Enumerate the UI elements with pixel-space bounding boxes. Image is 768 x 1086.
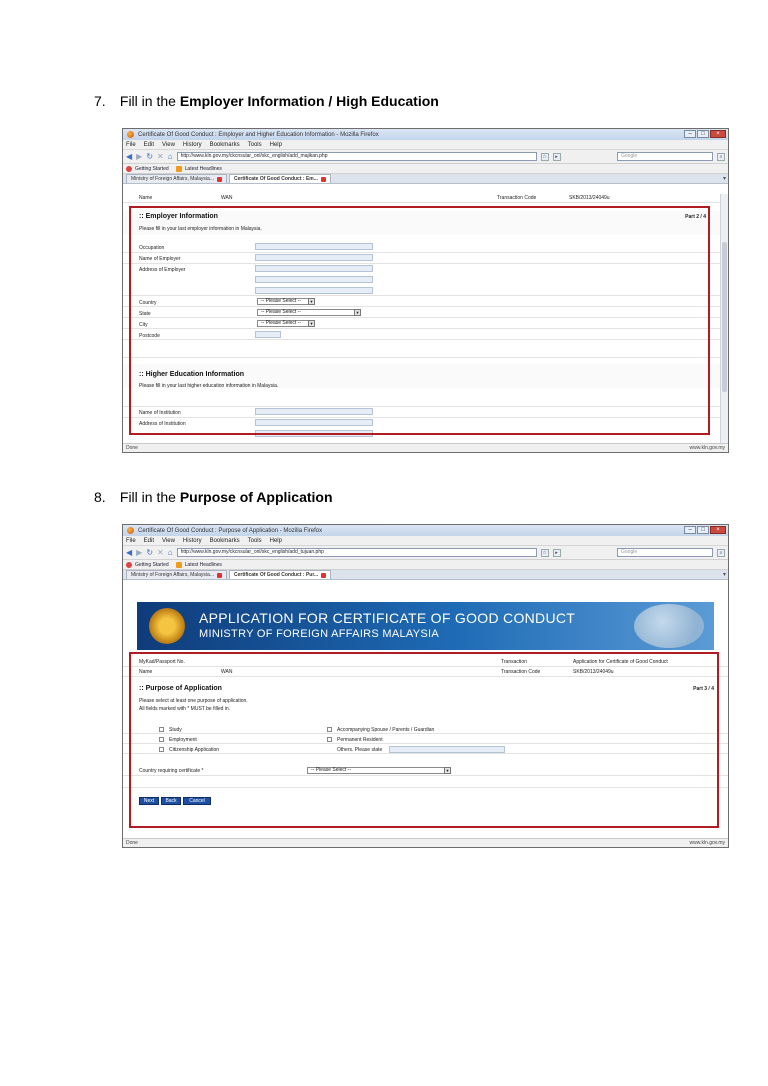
others-label: Others. Please state <box>337 747 383 753</box>
window-title: Certificate Of Good Conduct : Employer and Higher Education Information - Mozilla Firefox <box>138 131 379 138</box>
getting-started-icon <box>126 166 132 172</box>
menu-help[interactable]: Help <box>269 537 282 544</box>
window-controls <box>684 526 726 534</box>
institution-name-label: Name of Institution <box>139 410 181 416</box>
purpose-note: Please select at least one purpose of application. <box>139 698 248 704</box>
top-info-row <box>123 194 720 203</box>
tab-ministry[interactable] <box>126 570 227 579</box>
employer-address-label: Address of Employer <box>139 267 186 273</box>
close-button[interactable]: × <box>710 130 726 138</box>
bookmark-latest-headlines[interactable]: Latest Headlines <box>184 561 222 568</box>
institution-address-label: Address of Institution <box>139 421 186 427</box>
tab-certificate[interactable] <box>229 570 331 579</box>
menu-bookmarks[interactable]: Bookmarks <box>209 141 240 148</box>
study-label: Study <box>169 727 182 733</box>
transaction-code-value: SKB/2013/24049u <box>573 668 614 675</box>
menu-edit[interactable]: Edit <box>143 141 155 148</box>
globe-map-graphic <box>634 604 704 648</box>
maximize-button[interactable]: □ <box>697 526 709 534</box>
menu-file[interactable]: File <box>126 537 136 544</box>
country-requiring-label: Country requiring certificate * <box>139 768 204 774</box>
chevron-down-icon: ▼ <box>309 321 314 326</box>
bookmark-getting-started[interactable]: Getting Started <box>135 165 169 172</box>
status-domain: www.kln.gov.my <box>689 445 725 451</box>
step-8-heading <box>94 489 333 505</box>
menu-file[interactable]: File <box>126 141 136 148</box>
highlight-box <box>129 206 710 435</box>
next-button[interactable]: Next <box>139 797 159 805</box>
navigation-bar <box>123 546 728 560</box>
employer-part-indicator: Part 2 / 4 <box>685 214 706 220</box>
window-title: Certificate Of Good Conduct : Purpose of Application - Mozilla Firefox <box>138 527 323 534</box>
status-text: Done <box>126 840 138 846</box>
purpose-section-title: :: Purpose of Application <box>139 685 222 692</box>
employer-name-label: Name of Employer <box>139 256 181 262</box>
vertical-scrollbar[interactable] <box>720 194 728 444</box>
menu-view[interactable]: View <box>162 537 175 544</box>
reload-icon[interactable]: ↻ <box>146 547 154 557</box>
search-input[interactable]: Google <box>617 152 713 161</box>
state-select-value: -- Please Select -- <box>261 309 302 315</box>
employer-note: Please fill in your last employer information in Malaysia. <box>139 226 262 232</box>
browser-screenshot-purpose <box>122 524 729 848</box>
tab-close-icon[interactable] <box>217 177 222 182</box>
stop-icon[interactable]: ✕ <box>157 547 164 557</box>
tab-ministry[interactable] <box>126 174 227 183</box>
chevron-down-icon: ▼ <box>355 310 360 315</box>
rss-icon <box>176 562 182 568</box>
menu-edit[interactable]: Edit <box>143 537 155 544</box>
status-bar <box>123 443 728 452</box>
citizenship-label: Citizenship Application <box>169 747 220 753</box>
scrollbar-thumb[interactable] <box>722 242 727 392</box>
bookmarks-toolbar <box>123 560 728 570</box>
name-label: Name <box>139 195 153 201</box>
bookmarks-toolbar <box>123 164 728 174</box>
getting-started-icon <box>126 562 132 568</box>
step-prefix: Fill in the <box>119 489 176 505</box>
bookmark-latest-headlines[interactable]: Latest Headlines <box>184 165 222 172</box>
bookmark-star-icon[interactable]: ☆ <box>542 153 547 160</box>
forward-arrow-icon[interactable]: ▶ <box>136 547 143 557</box>
accompanying-label: Accompanying Spouse / Parents / Guardian <box>337 727 435 733</box>
close-button[interactable]: × <box>710 526 726 534</box>
occupation-label: Occupation <box>139 245 165 251</box>
step-prefix: Fill in the <box>119 93 176 109</box>
status-text: Done <box>126 445 138 451</box>
transaction-code-label: Transaction Code <box>501 668 541 675</box>
postcode-label: Postcode <box>139 333 160 339</box>
tab-label: Ministry of Foreign Affairs, Malaysia... <box>131 176 214 182</box>
required-fields-note: All fields marked with * MUST be filled in. <box>139 706 231 712</box>
step-7-heading <box>94 93 439 109</box>
transaction-code-value: SKB/2013/24049u <box>569 195 610 201</box>
city-select-value: -- Please Select -- <box>261 320 302 326</box>
window-titlebar <box>123 129 728 140</box>
tab-bar <box>123 174 728 184</box>
minimize-button[interactable]: – <box>684 526 696 534</box>
home-icon[interactable]: ⌂ <box>167 151 173 161</box>
menu-bar <box>123 140 728 150</box>
step-title: Purpose of Application <box>179 489 333 505</box>
step-number: 8. <box>94 489 106 505</box>
name-label: Name <box>139 668 153 675</box>
country-label: Country <box>139 300 157 306</box>
navigation-bar <box>123 150 728 164</box>
browser-screenshot-employer <box>122 128 729 453</box>
firefox-icon <box>127 527 134 534</box>
bookmark-star-icon[interactable]: ☆ <box>542 549 547 556</box>
window-titlebar <box>123 525 728 536</box>
tab-close-icon[interactable] <box>321 573 326 578</box>
highlight-box <box>129 652 719 828</box>
state-label: State <box>139 311 151 317</box>
malaysia-coat-of-arms-logo <box>149 608 185 644</box>
permanent-resident-label: Permanent Resident <box>337 737 383 743</box>
reload-icon[interactable]: ↻ <box>146 151 154 161</box>
search-icon[interactable]: ⌕ <box>717 549 725 557</box>
forward-arrow-icon[interactable]: ▶ <box>136 151 143 161</box>
tab-close-icon[interactable] <box>217 573 222 578</box>
status-bar <box>123 838 728 847</box>
minimize-button[interactable]: – <box>684 130 696 138</box>
menu-help[interactable]: Help <box>269 141 282 148</box>
window-controls <box>684 130 726 138</box>
status-domain: www.kln.gov.my <box>689 840 725 846</box>
go-arrow-icon[interactable]: ▸ <box>553 153 561 161</box>
chevron-down-icon: ▼ <box>309 299 314 304</box>
tab-label: Ministry of Foreign Affairs, Malaysia... <box>131 572 214 578</box>
tab-close-icon[interactable] <box>321 177 326 182</box>
step-number: 7. <box>94 93 106 109</box>
step-title: Employer Information / High Education <box>179 93 439 109</box>
menu-history[interactable]: History <box>182 537 202 544</box>
transaction-label: Transaction <box>501 658 527 665</box>
transaction-code-label: Transaction Code <box>497 195 537 201</box>
menu-history[interactable]: History <box>182 141 202 148</box>
search-icon[interactable]: ⌕ <box>717 153 725 161</box>
name-value: WAN <box>221 668 233 675</box>
higher-edu-note: Please fill in your last higher education information in Malaysia. <box>139 383 279 389</box>
city-label: City <box>139 322 148 328</box>
employment-label: Employment <box>169 737 197 743</box>
search-input[interactable]: Google <box>617 548 713 557</box>
rss-icon <box>176 166 182 172</box>
tab-certificate[interactable] <box>229 174 331 183</box>
higher-edu-section-title: :: Higher Education Information <box>139 371 244 378</box>
tab-list-arrow-icon[interactable]: ▾ <box>722 572 726 578</box>
chevron-down-icon: ▼ <box>445 768 450 773</box>
banner-title: APPLICATION FOR CERTIFICATE OF GOOD CONDUCT <box>199 610 576 626</box>
menu-tools[interactable]: Tools <box>247 141 262 148</box>
back-button[interactable]: Back <box>161 797 181 805</box>
url-bar[interactable]: http://www.kln.gov.my/ckcnsular_onl/skc_english/add_tujuan.php <box>177 548 537 557</box>
page-content <box>123 194 720 444</box>
menu-tools[interactable]: Tools <box>247 537 262 544</box>
country-requiring-select-value: -- Please Select -- <box>311 767 352 773</box>
tab-bar <box>123 570 728 580</box>
tab-label: Certificate Of Good Conduct : Pur... <box>234 572 319 578</box>
tab-list-arrow-icon[interactable]: ▾ <box>722 176 726 182</box>
home-icon[interactable]: ⌂ <box>167 547 173 557</box>
cancel-button[interactable]: Cancel <box>183 797 211 805</box>
maximize-button[interactable]: □ <box>697 130 709 138</box>
stop-icon[interactable]: ✕ <box>157 151 164 161</box>
employer-section-title: :: Employer Information <box>139 213 218 220</box>
menu-view[interactable]: View <box>162 141 175 148</box>
mykad-label: MyKad/Passport No. <box>139 658 185 665</box>
tab-label: Certificate Of Good Conduct : Em... <box>234 176 318 182</box>
country-select-value: -- Please Select -- <box>261 298 302 304</box>
purpose-part-indicator: Part 3 / 4 <box>693 686 714 692</box>
bookmark-getting-started[interactable]: Getting Started <box>135 561 169 568</box>
menu-bar <box>123 536 728 546</box>
header-banner <box>137 602 714 650</box>
back-arrow-icon[interactable]: ◀ <box>126 151 133 161</box>
menu-bookmarks[interactable]: Bookmarks <box>209 537 240 544</box>
name-value: WAN <box>221 195 233 201</box>
go-arrow-icon[interactable]: ▸ <box>553 549 561 557</box>
firefox-icon <box>127 131 134 138</box>
url-bar[interactable]: http://www.kln.gov.my/ckcnsular_onl/skc_english/add_majikan.php <box>177 152 537 161</box>
page-content <box>123 590 728 840</box>
banner-subtitle: MINISTRY OF FOREIGN AFFAIRS MALAYSIA <box>199 628 440 640</box>
back-arrow-icon[interactable]: ◀ <box>126 547 133 557</box>
transaction-value: Application for Certificate of Good Conduct <box>573 658 668 665</box>
